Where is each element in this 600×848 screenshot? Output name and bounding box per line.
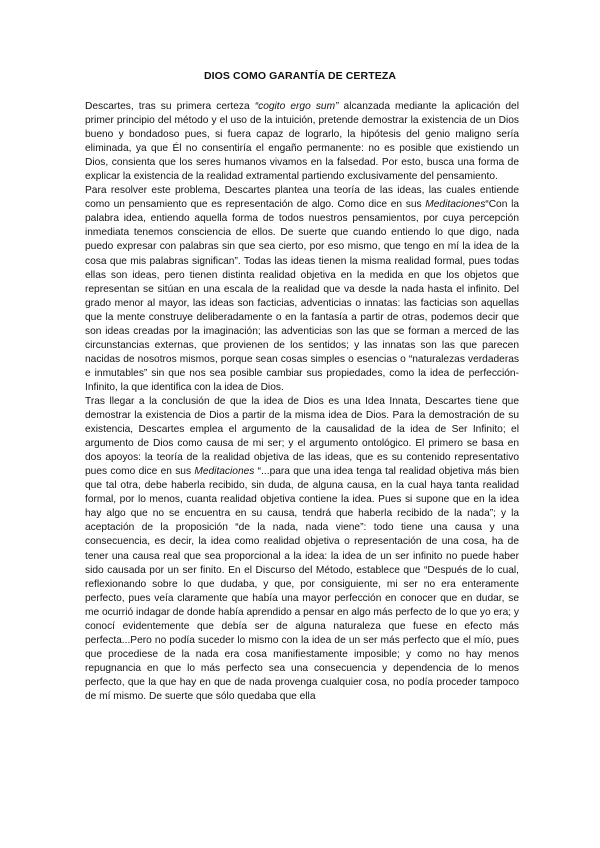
- document-body: [85, 100, 519, 704]
- paragraph-1: [85, 100, 519, 184]
- meditaciones-title: Meditaciones: [425, 199, 486, 211]
- paragraph-3-text-a: Tras llegar a la conclusión de que la idea de Dios es una Idea Innata, Descartes tiene que demostrar la existencia de Dios a partir de la misma idea de Dios. Para la demostración de su existencia, Descartes emplea el argumento de la causalidad de la idea de Ser Infinito; el argumento de Dios como causa de mi ser; y el argumento ontológico. El primero se basa en dos apoyos: la teoría de la realidad objetiva de las ideas, que es su contenido representativo pues como dice en sus: [85, 395, 519, 478]
- paragraph-2-text-b: “Con la palabra idea, entiendo aquella forma de todos nuestros pensamientos, por cuya percepción inmediata tenemos consciencia de ellos. De suerte que cuando entiendo lo que digo, nada puedo expresar con palabras sin que sea cierto, por eso mismo, que tengo en mí la idea de la cosa que mis palabras significan”. Todas las ideas tienen la misma realidad formal, pues todas ellas son ideas, pero tienen distinta realidad objetiva en la medida en que los objetos que representan se sitúan en una escala de la realidad que va desde la nada hasta el infinito. Del grado menor al mayor, las ideas son facticias, adventicias o innatas: las facticias son aquellas que la mente construye deliberadamente o en la fantasía a partir de otras, podemos decir que son ideas creadas por la imaginación; las adventicias son las que se forman a merced de las circunstancias externas, que provienen de los sentidos; y las innatas son las que parecen nacidas de nosotros mismos, porque sean cosas simples o esencias o “naturalezas verdaderas e inmutables” sin que nos sea posible cambiar sus propiedades, como la idea de perfección-Infinito, la que identifica con la idea de Dios.: [85, 199, 519, 393]
- paragraph-1-text-b: alcanzada mediante la aplicación del primer principio del método y el uso de la intuición, pretende demostrar la existencia de un Dios bueno y bondadoso pues, si fuera capaz de lograrlo, la hipótesis del genio maligno sería eliminada, ya que Él no consentiría el engaño permanente: no es posible que existiendo un Dios, consienta que los seres humanos vivamos en la falsedad. Por esto, busca una forma de explicar la existencia de la realidad extramental partiendo exclusivamente del pensamiento.: [85, 101, 519, 183]
- paragraph-1-text-a: Descartes, tras su primera certeza: [85, 101, 255, 112]
- paragraph-3-text-b: “...para que una idea tenga tal realidad objetiva más bien que tal otra, debe haberla recibido, sin duda, de alguna causa, en la cual haya tanta realidad formal, por lo menos, cuanta realidad objetiva contiene la idea. Pues si supone que en la idea hay algo que no se encuentra en su causa, tendrá que haberla recibido de la nada”; y la aceptación de la proposición “de la nada, nada viene”: todo tiene una causa y una consecuencia, es decir, la idea como realidad objetiva o representación de una cosa, ha de tener una causa real que sea proporcional a la idea: la idea de un ser infinito no puede haber sido causada por un ser finito. En el Discurso del Método, establece que “Después de lo cual, reflexionando sobre lo que dudaba, y que, por consiguiente, mi ser no era enteramente perfecto, pues veía claramente que había una mayor perfección en conocer que en dudar, se me ocurrió indagar de donde había aprendido a pensar en algo más perfecto de lo que yo era; y conocí evidentemente que debía ser de alguna naturaleza que fuese en efecto más perfecta...Pero no podía suceder lo mismo con la idea de un ser más perfecto que el mío, pues que procediese de la nada era cosa manifiestamente imposible; y como no hay menos repugnancia en que lo más perfecto sea una consecuencia y dependencia de lo menos perfecto, que la que hay en que de nada provenga cualquier cosa, no podía proceder tampoco de mí mismo. De suerte que sólo quedaba que ella: [85, 466, 519, 702]
- paragraph-2-text-a: Para resolver este problema, Descartes plantea una teoría de las ideas, las cuales entiende como un pensamiento que es representación de algo. Como dice en sus: [85, 185, 519, 211]
- meditaciones-title: Meditaciones: [194, 466, 255, 478]
- cogito-quote: “cogito ergo sum”: [254, 101, 339, 112]
- paragraph-2: [85, 184, 519, 395]
- paragraph-3: [85, 395, 519, 704]
- page-title: DIOS COMO GARANTÍA DE CERTEZA: [203, 70, 397, 82]
